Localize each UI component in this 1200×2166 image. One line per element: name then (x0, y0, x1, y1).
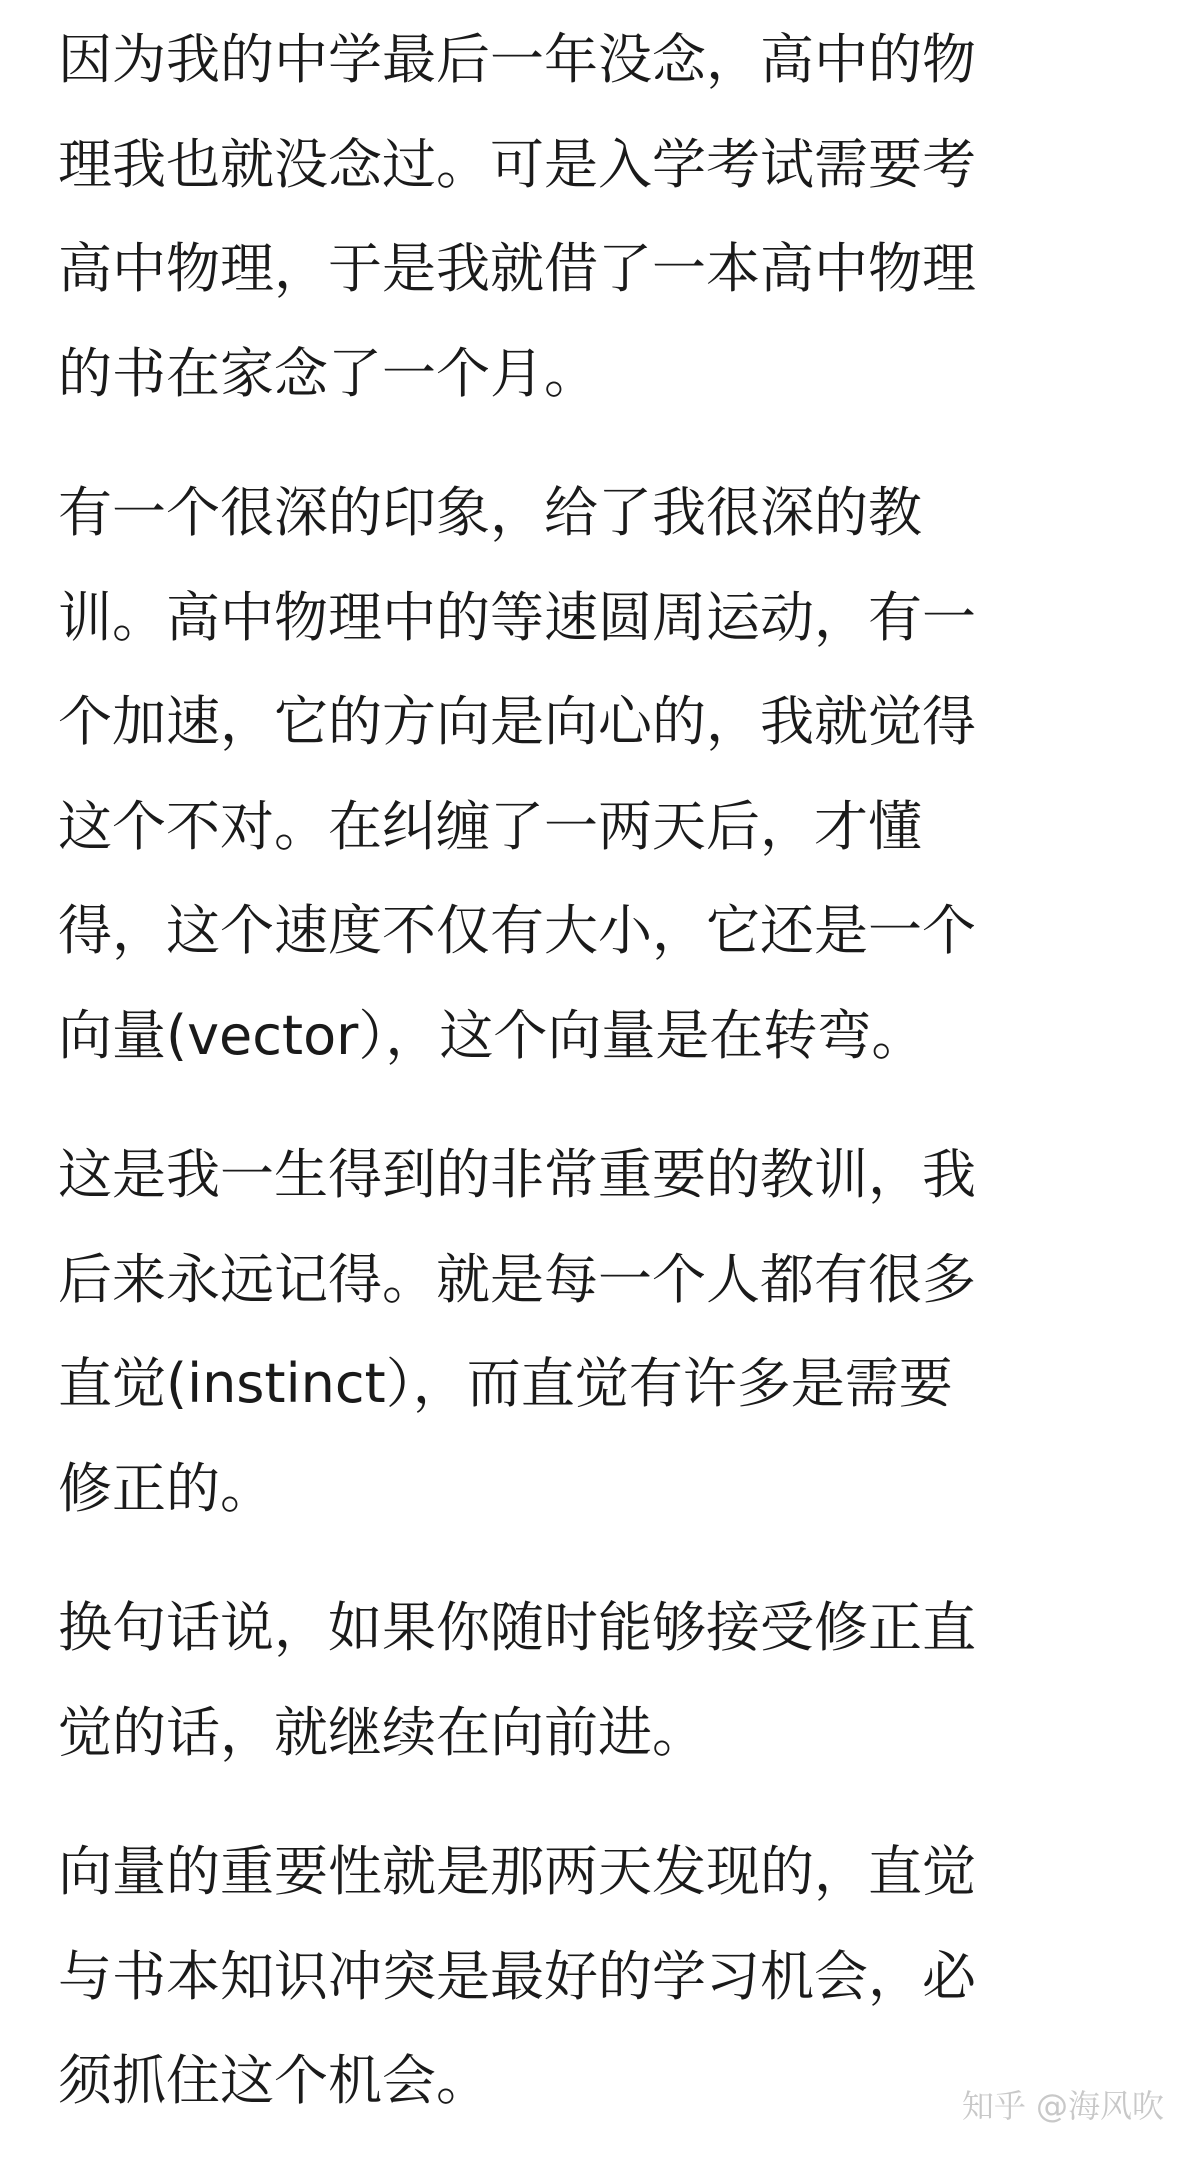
text-line: 这个不对。在纠缠了一两天后，才懂 (58, 794, 922, 858)
text-line: 这是我一生得到的非常重要的教训，我 (58, 1143, 976, 1206)
text-line: 换句话说，如果你随时能够接受修正直 (58, 1596, 976, 1659)
paragraph-2 (58, 461, 1148, 1088)
text-line: 有一个很深的印象，给了我很深的教 (58, 481, 922, 544)
article-body (58, 0, 1148, 2134)
text-line: 修正的。 (58, 1456, 274, 1520)
text-line: 觉的话，就继续在向前进。 (58, 1700, 706, 1764)
text-line: 训。高中物理中的等速圆周运动，有一 (58, 585, 976, 649)
paragraph-1 (58, 0, 1148, 426)
zhihu-watermark: 知乎 @海风吹 (961, 2087, 1164, 2125)
text-line: 与书本知识冲突是最好的学习机会，必 (58, 1944, 976, 2008)
text-line: 向量的重要性就是那两天发现的，直觉 (58, 1840, 976, 1903)
paragraph-4 (58, 1576, 1148, 1785)
text-line: 高中物理，于是我就借了一本高中物理 (58, 237, 976, 300)
text-line: 因为我的中学最后一年没念，高中的物 (58, 28, 976, 91)
text-line: 的书在家念了一个月。 (58, 341, 598, 405)
text-line: 直觉(instinct），而直觉有许多是需要 (58, 1352, 953, 1415)
text-line: 向量(vector），这个向量是在转弯。 (58, 1003, 926, 1067)
text-line: 理我也就没念过。可是入学考试需要考 (58, 132, 976, 196)
text-line: 后来永远记得。就是每一个人都有很多 (58, 1247, 976, 1311)
text-line: 须抓住这个机会。 (58, 2049, 490, 2112)
text-line: 个加速，它的方向是向心的，我就觉得 (58, 690, 976, 753)
paragraph-3 (58, 1123, 1148, 1541)
text-line: 得，这个速度不仅有大小，它还是一个 (58, 899, 976, 962)
